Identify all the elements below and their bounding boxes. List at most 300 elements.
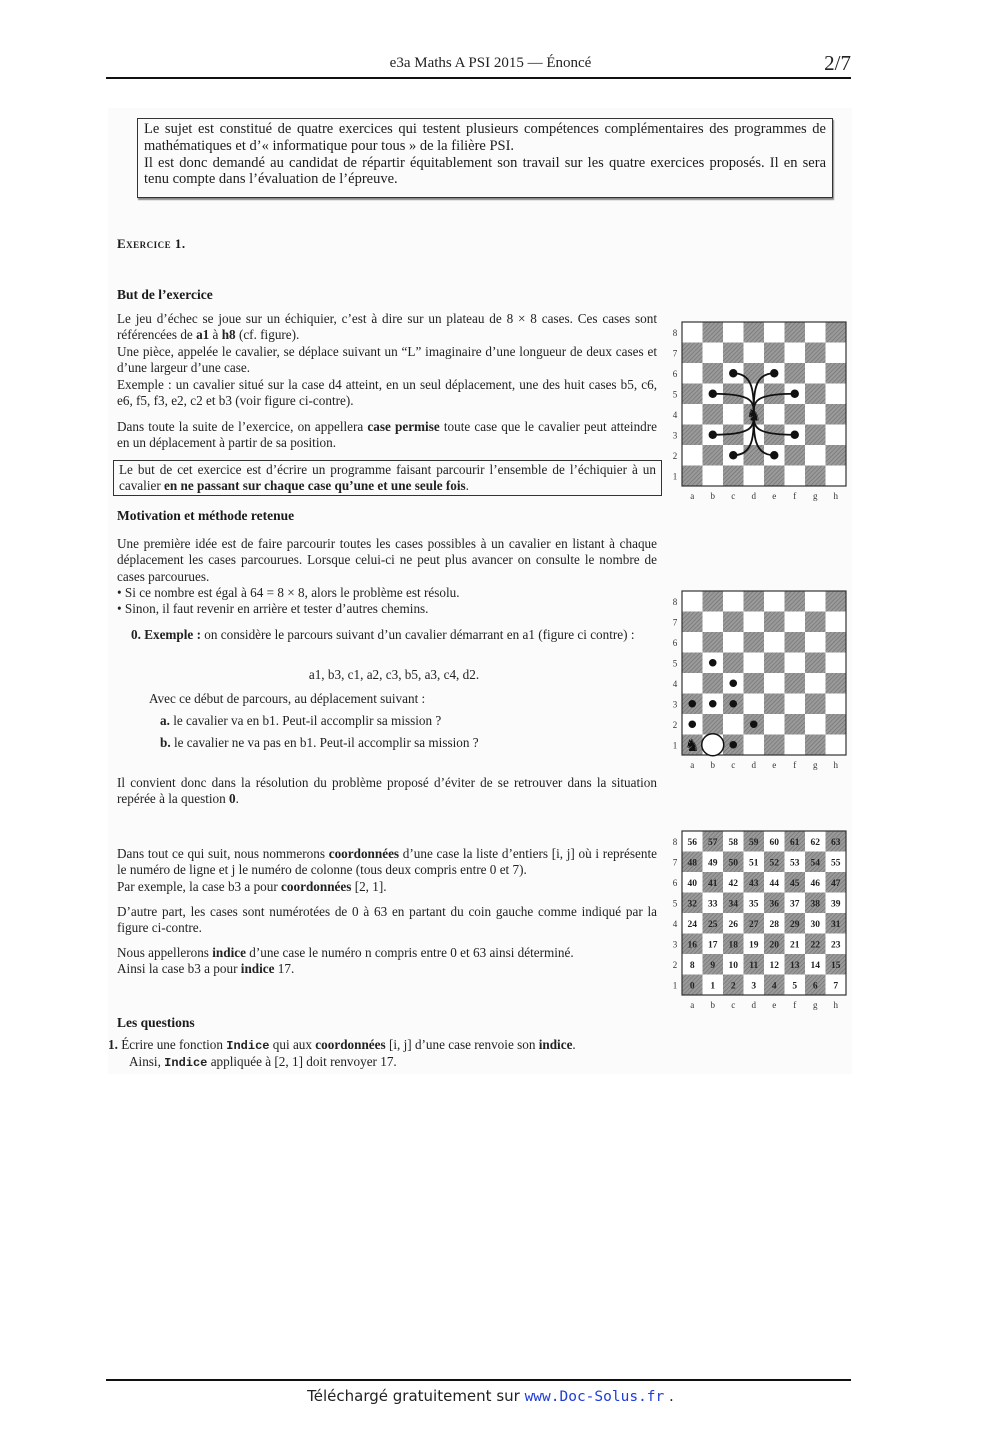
square-h4 [826,404,847,425]
footer-text: Téléchargé gratuitement sur [307,1387,525,1405]
file-label: h [833,491,838,501]
file-label: g [813,491,818,501]
square-h1 [826,735,847,756]
square-h3 [826,694,847,715]
square-index: 27 [749,919,759,930]
index-paragraph [117,945,657,978]
rank-label: 5 [672,389,678,400]
text: . [572,1037,576,1052]
text: on considère le parcours suivant d’un cavalier démarrant en a1 (figure ci contre) : [200,627,635,642]
square-index: 25 [708,919,718,930]
rank-label: 7 [672,348,678,359]
square-index: 2 [730,981,736,992]
question-number: 1. [108,1037,118,1052]
square-e6 [764,632,785,653]
square-index: 51 [749,858,759,869]
term-indice: indice [212,945,246,960]
square-a6 [682,632,703,653]
square-index: 49 [708,858,718,869]
square-index: 61 [790,837,800,848]
text: [i, j] d’une case renvoie son [385,1037,539,1052]
square-a3 [682,425,703,446]
text: le cavalier va en b1. Peut-il accomplir sa mission ? [169,713,442,728]
square-e3 [764,694,785,715]
square-c7 [723,343,744,364]
square-f4 [785,404,806,425]
rank-label: 3 [672,430,678,441]
rank-label: 4 [672,409,678,420]
square-f2 [785,445,806,466]
square-b4 [703,404,724,425]
square-index: 35 [749,899,759,910]
square-index: 23 [831,940,841,951]
text: a. [160,713,170,728]
text: appliquée à [2, 1] doit renvoyer 17. [207,1054,397,1070]
square-g4 [805,673,826,694]
rank-label: 7 [672,617,678,628]
square-d1 [744,466,765,487]
file-label: e [772,1000,777,1010]
text: Ainsi la case b3 a pour [117,961,241,977]
term-coordonnees: coordonnées [281,878,352,894]
knight-icon: ♞ [684,735,700,756]
square-index: 32 [687,899,697,910]
square-index: 33 [708,899,718,910]
file-label: g [813,760,818,770]
square-h7 [826,612,847,633]
file-label: b [710,491,715,501]
square-a4 [682,404,703,425]
square-index: 38 [810,899,820,910]
square-g1 [805,735,826,756]
square-index: 46 [810,878,820,889]
rank-label: 7 [672,857,678,868]
square-index: 63 [831,837,841,848]
square-index: 54 [810,858,820,869]
square-f1 [785,466,806,487]
file-label: h [833,760,838,770]
term-coordonnees: coordonnées [328,846,400,861]
text: Avec ce début de parcours, au déplacement suivant : [149,691,426,706]
square-index: 26 [728,919,738,930]
visited-dot [688,720,696,728]
target-dot [729,451,737,459]
square-index: 1 [710,981,716,992]
square-e8 [764,322,785,343]
file-label: g [813,1000,818,1010]
file-label: c [731,491,736,501]
question-number: 0. [131,627,141,642]
square-index: 48 [687,858,697,869]
term-indice: indice [240,961,275,977]
square-b6 [703,363,724,384]
visited-dot [729,741,737,749]
target-dot [791,390,799,398]
visited-dot [709,659,717,667]
square-e2 [764,714,785,735]
text: Sinon, il faut revenir en arrière et tester d’autres chemins. [124,601,429,617]
file-label: f [793,760,797,770]
square-e8 [764,591,785,612]
square-h7 [826,343,847,364]
square-d1 [744,735,765,756]
code-indice: Indice [226,1039,270,1053]
visited-dot [688,700,696,708]
square-g7 [805,612,826,633]
square-d4 [744,673,765,694]
text: toute case que le cavalier peut atteindre en un déplacement à partir de sa position. [117,419,658,451]
square-g8 [805,322,826,343]
target-dot [770,369,778,377]
code-indice: Indice [164,1056,208,1071]
intro-text: Le sujet est constitué de quatre exercices qui testent plusieurs compétences complémentaires des programmes de mathématiques et d’« informatique pour tous » de la filière PSI. [144,121,826,154]
text: Il convient donc dans la résolution du problème proposé d’éviter de se retrouver dans la situation repérée à la question [117,775,657,807]
square-index: 31 [831,919,841,930]
square-e4 [764,404,785,425]
square-index: 19 [749,940,759,951]
square-f7 [785,612,806,633]
square-index: 21 [790,940,800,951]
square-b2 [703,714,724,735]
square-index: 7 [833,981,839,992]
visited-dot [709,700,717,708]
square-h2 [826,714,847,735]
path-sequence: a1, b3, c1, a2, c3, b5, a3, c4, d2. [308,667,480,682]
square-b6 [703,632,724,653]
square-b7 [703,612,724,633]
square-g6 [805,632,826,653]
square-index: 45 [790,878,800,889]
square-index: 40 [687,878,697,889]
rank-label: 8 [672,836,678,847]
square-e7 [764,612,785,633]
square-index: 12 [769,960,779,971]
square-e4 [764,673,785,694]
file-label: h [833,1000,838,1010]
square-d3 [744,694,765,715]
square-b8 [703,322,724,343]
rank-label: 6 [672,877,678,888]
square-index: 5 [792,981,798,992]
text: indice [538,1037,573,1052]
numbering-paragraph: D’autre part, les cases sont numérotées de 0 à 63 en partant du coin gauche comme indiqué par la figure ci-contre. [117,904,657,936]
bullet-item: • Si ce nombre est égal à 64 = 8 × 8, alors le problème est résolu. [117,585,460,600]
square-index: 60 [769,837,779,848]
square-index: 3 [751,981,757,992]
square-index: 37 [790,899,800,910]
goal-paragraph [117,311,657,409]
question-0a [160,713,441,729]
square-h8 [826,591,847,612]
square-h2 [826,445,847,466]
square-a1 [682,466,703,487]
question-1 [108,1037,668,1072]
text: Ainsi, [129,1054,165,1070]
square-h1 [826,466,847,487]
file-label: d [751,491,756,501]
square-g1 [805,466,826,487]
rank-label: 2 [672,450,678,461]
square-f8 [785,322,806,343]
next-square-circle [702,734,724,756]
square-index: 14 [810,960,820,971]
square-index: 47 [831,878,841,889]
board-svg [668,827,854,1017]
board-svg [668,587,854,777]
square-d6 [744,363,765,384]
square-c1 [723,466,744,487]
square-g2 [805,714,826,735]
square-g3 [805,694,826,715]
term-case-permise: case permise [367,419,440,434]
text: h8 [221,327,236,343]
square-g3 [805,425,826,446]
chessboard-knight-moves [668,318,854,508]
footer [0,1387,981,1405]
bullet-list [117,585,657,618]
square-index: 6 [812,981,818,992]
square-index: 41 [708,878,718,889]
square-index: 17 [708,940,718,951]
file-label: f [793,1000,797,1010]
text: le cavalier ne va pas en b1. Peut-il accomplir sa mission ? [170,735,479,750]
square-index: 18 [728,940,738,951]
file-label: f [793,491,797,501]
square-f2 [785,714,806,735]
square-b2 [703,445,724,466]
section-title-motivation: Motivation et méthode retenue [117,508,295,523]
text: [2, 1]. [351,878,387,894]
square-h8 [826,322,847,343]
square-h3 [826,425,847,446]
square-c7 [723,612,744,633]
square-d6 [744,632,765,653]
square-e5 [764,653,785,674]
text: qui aux [269,1037,316,1052]
chessboard-example-path [668,587,854,777]
square-f6 [785,632,806,653]
square-d8 [744,322,765,343]
square-c2 [723,714,744,735]
square-a8 [682,591,703,612]
rank-label: 1 [672,980,678,991]
square-d5 [744,653,765,674]
square-h6 [826,632,847,653]
header-rule [106,77,851,79]
square-index: 29 [790,919,800,930]
square-a7 [682,343,703,364]
text: Une pièce, appelée le cavalier, se déplace suivant un “L” imaginaire d’une longueur de deux cases et d’une largeur d’une case. [117,343,657,376]
square-d7 [744,343,765,364]
square-b8 [703,591,724,612]
text: Exemple : un cavalier situé sur la case d4 atteint, en un seul déplacement, une des huit cases b5, c6, e6, f5, f3, e2, c2 et b3 (voir figure ci-contre). [117,376,657,409]
target-dot [709,431,717,439]
exercise-title: Exercice 1. [117,236,186,251]
file-label: b [710,1000,715,1010]
file-label: a [690,1000,695,1010]
file-label: a [690,491,695,501]
rank-label: 2 [672,959,678,970]
square-index: 43 [749,878,759,889]
square-index: 50 [728,858,738,869]
square-index: 44 [769,878,779,889]
section-title-questions: Les questions [117,1015,195,1030]
square-b1 [703,466,724,487]
square-index: 28 [769,919,779,930]
text: . [664,1387,674,1405]
square-index: 34 [728,899,738,910]
text: à [209,327,222,343]
visited-dot [750,720,758,728]
file-label: d [751,760,756,770]
square-index: 16 [687,940,697,951]
square-index: 56 [687,837,697,848]
text: a1 [196,327,210,343]
rank-label: 8 [672,596,678,607]
square-index: 20 [769,940,779,951]
rank-label: 3 [672,939,678,950]
square-f7 [785,343,806,364]
rank-label: 5 [672,658,678,669]
text: Par exemple, la case b3 a pour [117,878,282,894]
rank-label: 8 [672,327,678,338]
file-label: b [710,760,715,770]
file-label: c [731,760,736,770]
file-label: d [751,1000,756,1010]
running-header-title: e3a Maths A PSI 2015 — Énoncé [389,55,592,71]
text: Écrire une fonction [117,1037,227,1052]
square-c4 [723,404,744,425]
square-index: 58 [728,837,738,848]
target-dot [770,451,778,459]
square-a8 [682,322,703,343]
board-svg [668,318,854,508]
square-b7 [703,343,724,364]
square-a2 [682,445,703,466]
square-index: 39 [831,899,841,910]
text: Dans toute la suite de l’exercice, on appellera [117,419,368,434]
text: b. [160,735,171,750]
square-index: 8 [689,960,695,971]
square-g5 [805,384,826,405]
rank-label: 4 [672,918,678,929]
text: d’une case le numéro n compris entre 0 et 63 ainsi déterminé. [245,945,574,960]
square-d2 [744,445,765,466]
square-f6 [785,363,806,384]
square-index: 22 [810,940,820,951]
square-h6 [826,363,847,384]
text: Exemple : [144,627,201,642]
square-f5 [785,653,806,674]
chessboard-indices [668,827,854,1017]
rank-label: 4 [672,678,678,689]
square-index: 30 [810,919,820,930]
target-dot [729,369,737,377]
square-a6 [682,363,703,384]
text: Le jeu d’échec se joue sur un échiquier, c’est à dire sur un plateau de 8 × 8 cases. Ces cases sont référencées de [117,311,657,343]
rank-label: 2 [672,719,678,730]
square-index: 57 [708,837,718,848]
coordinates-paragraph [117,846,657,895]
square-h5 [826,384,847,405]
text: (cf. figure). [235,327,300,343]
square-f3 [785,694,806,715]
square-index: 15 [831,960,841,971]
text: en ne passant sur chaque case qu’une et une seule fois [164,478,466,494]
square-f1 [785,735,806,756]
text: Si ce nombre est égal à 64 = 8 × 8, alors le problème est résolu. [124,585,460,600]
section-title-goal: But de l’exercice [117,287,213,302]
visited-dot [729,700,737,708]
intro-text-2: Il est donc demandé au candidat de répartir équitablement son travail sur les quatre exercices proposés. Il en sera tenu compte dans l’évaluation de l’épreuve. [144,154,826,188]
question-0 [131,627,657,643]
file-label: e [772,491,777,501]
square-c8 [723,591,744,612]
square-index: 36 [769,899,779,910]
square-c8 [723,322,744,343]
file-label: e [772,760,777,770]
square-index: 62 [810,837,820,848]
text: Le but de cet exercice est d’écrire un programme faisant parcourir l’ensemble de l’échiquier à un cavalier [119,462,656,494]
square-g6 [805,363,826,384]
square-g4 [805,404,826,425]
text: coordonnées [315,1037,386,1052]
target-dot [709,390,717,398]
square-index: 4 [771,981,777,992]
square-a5 [682,384,703,405]
conclusion-paragraph: Il convient donc dans la résolution du problème proposé d’éviter de se retrouver dans la situation repérée à la question 0. [117,775,657,807]
knight-icon: ♞ [746,405,762,426]
visited-dot [729,679,737,687]
square-c6 [723,632,744,653]
rank-label: 6 [672,637,678,648]
intro-box [137,118,833,198]
text: Nous appellerons [117,945,213,960]
bullet-item: • Sinon, il faut revenir en arrière et tester d’autres chemins. [117,601,429,617]
square-a5 [682,653,703,674]
text: d’une case la liste d’entiers [i, j] où i représente le numéro de ligne et j le numéro de colonne (tous deux compris entre 0 et 7). [117,846,657,878]
square-a7 [682,612,703,633]
square-index: 55 [831,858,841,869]
square-e1 [764,466,785,487]
file-label: c [731,1000,736,1010]
rank-label: 6 [672,368,678,379]
square-e7 [764,343,785,364]
square-index: 9 [710,960,716,971]
square-g2 [805,445,826,466]
square-f4 [785,673,806,694]
square-g5 [805,653,826,674]
text: . [465,478,469,494]
square-h4 [826,673,847,694]
footer-link[interactable]: www.Doc-Solus.fr [524,1389,665,1405]
square-index: 0 [689,981,695,992]
square-d7 [744,612,765,633]
target-dot [791,431,799,439]
page-number: 2/7 [824,51,851,75]
rank-label: 1 [672,471,678,482]
rank-label: 3 [672,699,678,710]
square-e1 [764,735,785,756]
text: 0 [229,791,236,807]
square-d8 [744,591,765,612]
file-label: a [690,760,695,770]
definition-paragraph [117,419,657,452]
goal-box [113,460,662,496]
text: 17. [274,961,295,977]
square-index: 11 [749,960,759,971]
rank-label: 5 [672,898,678,909]
